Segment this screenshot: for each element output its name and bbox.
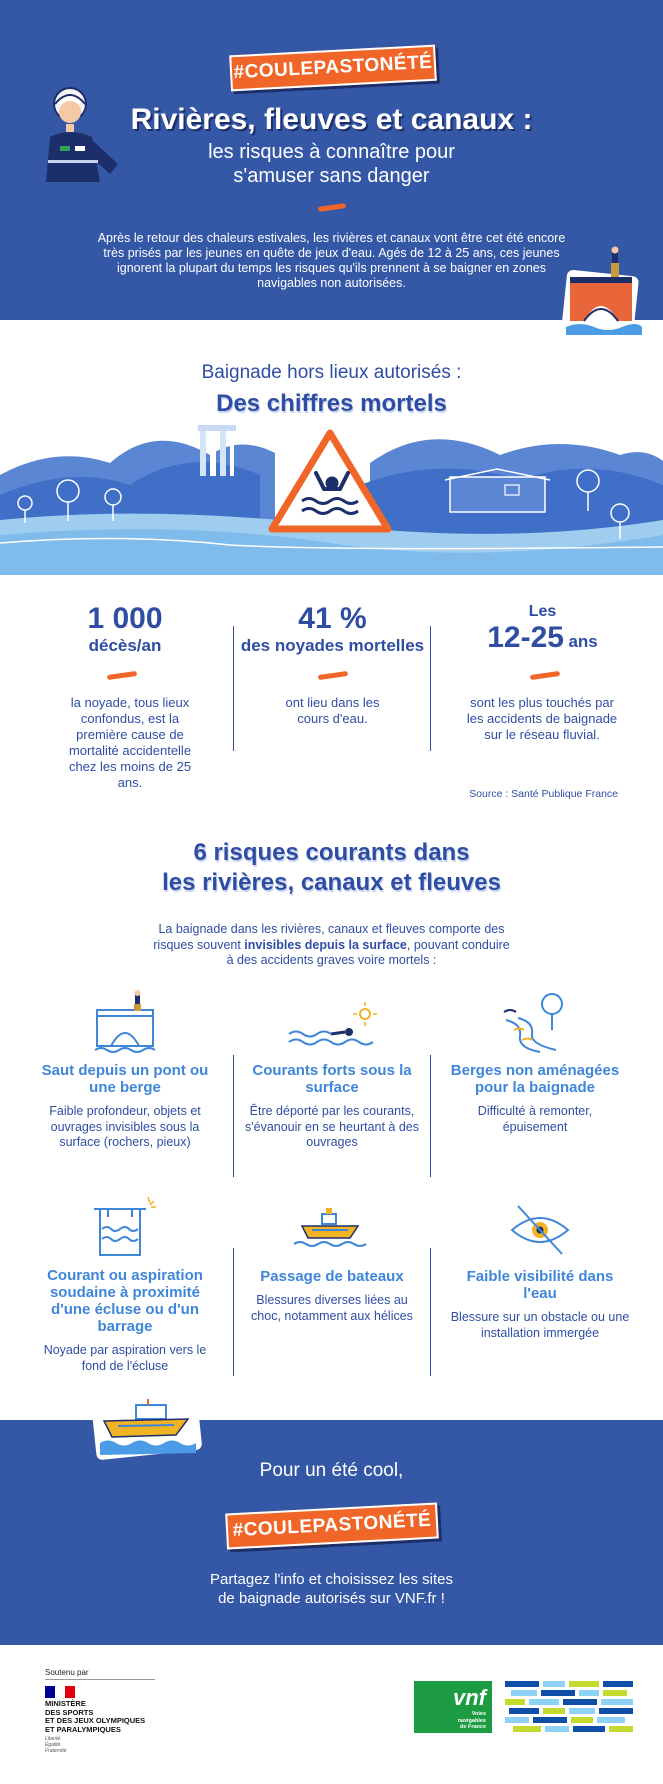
hero-intro-text: Après le retour des chaleurs estivales, les rivières et canaux vont être cet été encore très prisés par les jeunes en quête de jeux d'eau. Agés de 12 à 25 ans, ces jeunes ignorent la plupart du temps les risques qu'ils prennent à se baigner en zones navigables non autorisées. (97, 231, 566, 290)
risk-divider (233, 1248, 234, 1376)
stat-rivers-value: 41 % (298, 602, 367, 635)
risks-intro-bold: invisibles depuis la surface (244, 937, 407, 952)
risks-title-line2: les rivières, canaux et fleuves (162, 869, 501, 896)
risk-item (35, 990, 215, 1151)
cta-share-line1: Partagez l'info et choisissez les sites (210, 1571, 453, 1588)
vnf-full-line2: navigables (457, 1717, 486, 1724)
vnf-word: vnf (453, 1685, 486, 1710)
stat-rivers-text: ont lieu dans les cours d'eau. (285, 695, 380, 726)
stat-divider (430, 626, 431, 751)
risk-name: Saut depuis un pont ou une berge (41, 1062, 209, 1096)
cta-share-text (0, 1570, 663, 1608)
landscape-illustration (0, 425, 663, 575)
swimmer-current-icon (287, 990, 377, 1054)
figures-subtitle: Baignade hors lieux autorisés : (201, 362, 462, 383)
orange-dash (107, 671, 137, 680)
risk-item (242, 1200, 422, 1324)
waves-pattern-icon (505, 1681, 633, 1735)
bridge-icon (93, 990, 157, 1054)
hero-subtitle-line2: s'amuser sans danger (233, 165, 430, 187)
vnf-full-name (458, 1711, 486, 1731)
risk-name: Faible visibilité dans l'eau (466, 1268, 614, 1302)
ministry-name-line2: DES SPORTS (45, 1707, 94, 1717)
risk-name: Courant ou aspiration soudaine à proximité d'une écluse ou d'un barrage (47, 1267, 203, 1335)
stat-divider (233, 626, 234, 751)
risk-item (445, 990, 625, 1135)
risks-title-line1: 6 risques courants dans (193, 839, 470, 866)
cta-share-line2: de baignade autorisés sur VNF.fr ! (218, 1590, 445, 1607)
risk-item (450, 1200, 630, 1341)
ministry-logo (45, 1686, 165, 1754)
stat-rivers (240, 602, 425, 656)
stat-rivers-unit: des noyades mortelles (240, 636, 425, 655)
bridge-badge-icon (560, 245, 645, 340)
stat-deaths-value: 1 000 (87, 602, 163, 635)
orange-dash (318, 671, 348, 680)
stat-age-unit: ans (568, 632, 598, 651)
risk-desc: Faible profondeur, objets et ouvrages invisibles sous la surface (rochers, pieux) (49, 1104, 201, 1149)
hero-title: Rivières, fleuves et canaux : (130, 103, 533, 136)
ministry-motto (45, 1736, 165, 1754)
stat-age-value: 12-25 (487, 621, 564, 654)
cta-lead: Pour un été cool, (259, 1460, 404, 1481)
motto-liberte: Liberté (45, 1736, 61, 1742)
hero-banner (0, 0, 663, 320)
support-label: Soutenu par (45, 1668, 155, 1680)
lock-gate-icon (90, 1195, 160, 1259)
figures-title: Des chiffres mortels (216, 390, 447, 417)
ministry-name-line1: MINISTÈRE (45, 1699, 86, 1708)
hero-subtitle (0, 140, 663, 188)
risk-divider (430, 1055, 431, 1177)
hashtag-badge: #COULEPASTONÉTÉ (225, 1502, 439, 1549)
risks-title (0, 838, 663, 898)
orange-dash (318, 203, 346, 212)
ministry-name-line3: ET DES JEUX OLYMPIQUES (45, 1716, 146, 1725)
stat-deaths-text: la noyade, tous lieux confondus, est la première cause de mortalité accidentelle chez les moins de 25 ans. (68, 695, 192, 790)
risk-desc: Difficulté à remonter, épuisement (477, 1104, 593, 1134)
hero-subtitle-line1: les risques à connaître pour (208, 141, 455, 163)
boat-icon (292, 1200, 372, 1260)
stat-deaths (45, 602, 205, 656)
stat-age (445, 603, 640, 655)
ministry-name (45, 1700, 165, 1734)
risk-divider (233, 1055, 234, 1177)
motto-fraternite: Fraternité (45, 1748, 67, 1754)
risk-desc: Noyade par aspiration vers le fond de l'écluse (43, 1343, 207, 1373)
ministry-name-line4: ET PARALYMPIQUES (45, 1724, 121, 1734)
vnf-full-line3: de France (460, 1724, 486, 1730)
risk-divider (430, 1248, 431, 1376)
risk-desc: Blessures diverses liées au choc, notamment aux hélices (251, 1293, 413, 1323)
eye-slash-icon (508, 1200, 572, 1260)
vnf-logo (414, 1681, 492, 1733)
vnf-full-line1: Voies (471, 1711, 486, 1717)
risk-item (30, 1195, 220, 1374)
motto-egalite: Égalité (45, 1742, 61, 1748)
riverbank-icon (500, 990, 570, 1054)
source-note: Source : Santé Publique France (469, 788, 618, 800)
boat-badge-icon (90, 1395, 205, 1460)
risk-name: Courants forts sous la surface (252, 1062, 412, 1096)
risk-desc: Être déporté par les courants, s'évanouir en se heurtant à des ouvrages (244, 1104, 420, 1149)
stat-age-text: sont les plus touchés par les accidents de baignade sur le réseau fluvial. (466, 695, 618, 742)
risk-name: Passage de bateaux (260, 1268, 404, 1285)
risk-name: Berges non aménagées pour la baignade (450, 1062, 620, 1096)
risk-desc: Blessure sur un obstacle ou une installation immergée (450, 1310, 630, 1340)
hashtag-badge: #COULEPASTONÉTÉ (229, 45, 437, 92)
risks-intro (150, 922, 513, 969)
risks-intro-b: , pouvant conduire à des accidents graves voire mortels : (226, 937, 510, 967)
orange-dash (530, 671, 560, 680)
stat-age-prefix: Les (528, 603, 557, 620)
marianne-flag-icon (45, 1686, 75, 1698)
stat-deaths-unit: décès/an (88, 636, 162, 655)
risk-item (242, 990, 422, 1151)
risks-intro-a: La baignade dans les rivières, canaux et fleuves comporte des risques souvent (153, 922, 505, 952)
